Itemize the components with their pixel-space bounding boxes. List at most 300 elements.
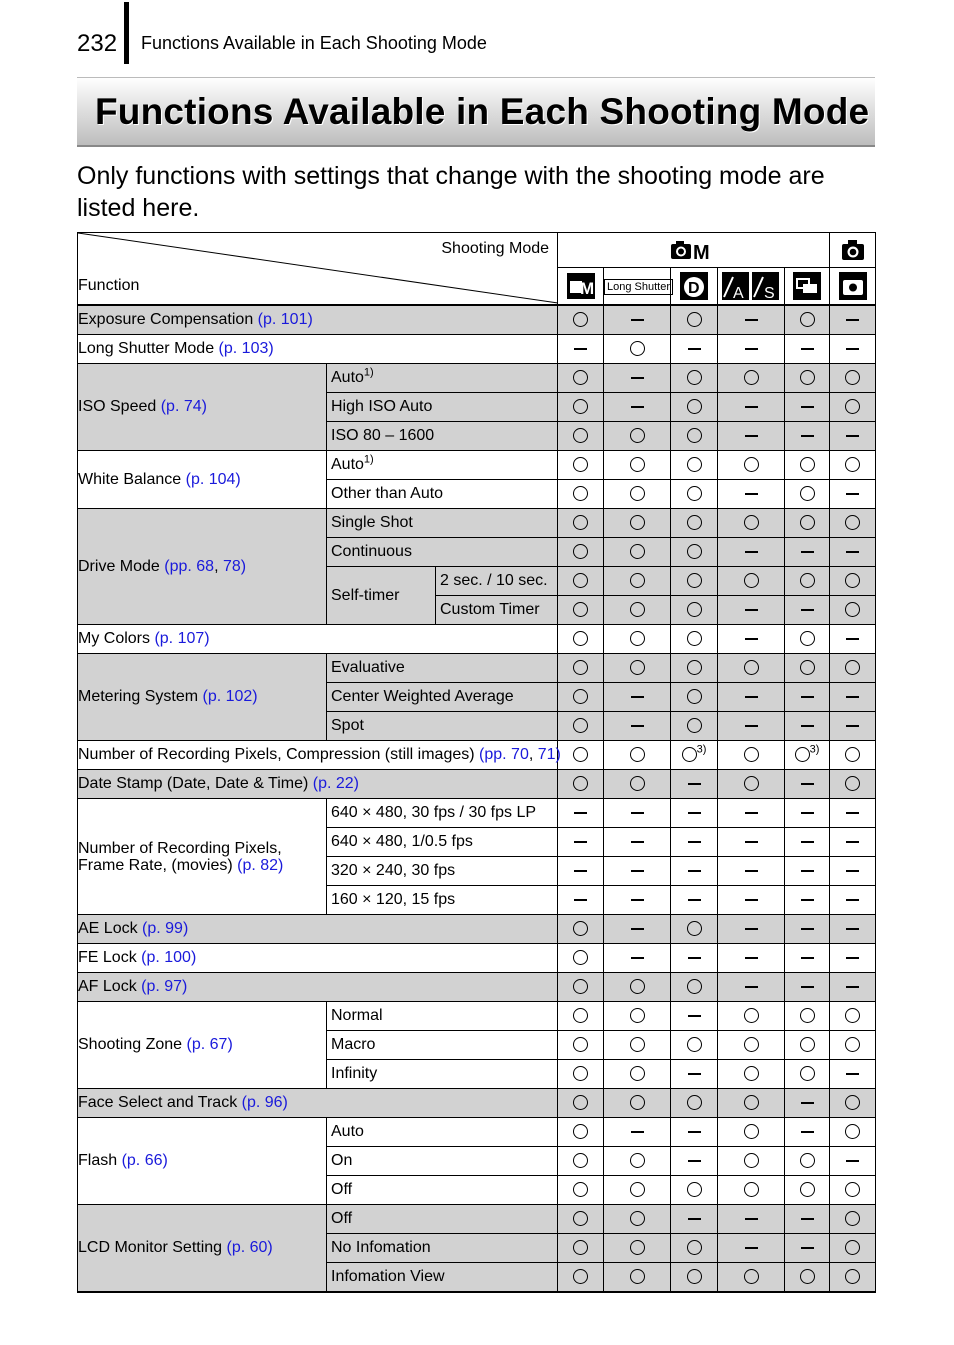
unavailable-mark [718, 625, 785, 654]
unavailable-mark [718, 305, 785, 335]
dash-icon [846, 435, 859, 437]
page-link[interactable]: (p. 96) [241, 1094, 288, 1111]
unavailable-mark [718, 335, 785, 364]
table-row [78, 451, 876, 480]
dash-icon [688, 812, 701, 814]
header-divider [124, 2, 129, 64]
table-row [78, 654, 876, 683]
available-mark [718, 654, 785, 683]
unavailable-mark [718, 944, 785, 973]
page-link[interactable]: (p. 74) [160, 398, 207, 415]
dash-icon [846, 551, 859, 553]
circle-icon [573, 921, 588, 936]
circle-icon [744, 1037, 759, 1052]
sub-label: Single Shot [327, 509, 558, 538]
mode-col-long-shutter [604, 268, 671, 306]
circle-icon [687, 689, 702, 704]
mode-col-auto [830, 268, 876, 306]
dash-icon [846, 725, 859, 727]
dash-icon [745, 870, 758, 872]
unavailable-mark [671, 886, 718, 915]
circle-icon [795, 747, 810, 762]
dash-icon [801, 609, 814, 611]
dash-icon [846, 957, 859, 959]
available-mark [558, 1205, 604, 1234]
circle-icon [845, 747, 860, 762]
unavailable-mark [671, 1060, 718, 1089]
dash-icon [574, 348, 587, 350]
dash-icon [745, 841, 758, 843]
unavailable-mark [604, 828, 671, 857]
available-mark [604, 741, 671, 770]
custom-d-icon [679, 271, 709, 301]
sub-label: 640 × 480, 30 fps / 30 fps LP [327, 799, 558, 828]
row-label: Long Shutter Mode (p. 103) [78, 335, 558, 364]
available-mark [604, 1089, 671, 1118]
circle-icon [744, 457, 759, 472]
circle-icon [744, 1008, 759, 1023]
circle-icon [630, 486, 645, 501]
dash-icon [801, 812, 814, 814]
page-link[interactable]: (p. 22) [312, 775, 359, 792]
circle-icon [800, 1008, 815, 1023]
available-mark [785, 741, 830, 770]
dash-icon [745, 1247, 758, 1249]
circle-icon [687, 660, 702, 675]
available-mark [830, 1031, 876, 1060]
row-label: Date Stamp (Date, Date & Time) (p. 22) [78, 770, 558, 799]
circle-icon [687, 399, 702, 414]
unavailable-mark [830, 1060, 876, 1089]
page-link[interactable]: (p. 104) [185, 470, 241, 488]
circle-icon [845, 515, 860, 530]
unavailable-mark [604, 944, 671, 973]
dash-icon [846, 870, 859, 872]
circle-icon [630, 457, 645, 472]
unavailable-mark [671, 770, 718, 799]
dash-icon [801, 696, 814, 698]
table-row [78, 1089, 876, 1118]
unavailable-mark [830, 538, 876, 567]
svg-text:M: M [692, 242, 710, 264]
unavailable-mark [785, 538, 830, 567]
available-mark [830, 741, 876, 770]
available-mark [558, 422, 604, 451]
available-mark [785, 1147, 830, 1176]
available-mark [558, 1089, 604, 1118]
available-mark [558, 915, 604, 944]
unavailable-mark [718, 799, 785, 828]
available-mark [604, 335, 671, 364]
dash-icon [574, 870, 587, 872]
circle-icon [800, 1182, 815, 1197]
circle-icon [573, 370, 588, 385]
svg-text:S: S [764, 285, 775, 302]
dash-icon [846, 812, 859, 814]
dash-icon [745, 812, 758, 814]
available-mark [558, 1031, 604, 1060]
circle-icon [687, 1095, 702, 1110]
unavailable-mark [785, 1089, 830, 1118]
page-link[interactable]: (p. 101) [257, 311, 313, 328]
available-mark [830, 1234, 876, 1263]
table-row [78, 509, 876, 538]
circle-icon [687, 602, 702, 617]
circle-icon [800, 1037, 815, 1052]
available-mark [558, 1147, 604, 1176]
available-mark [604, 509, 671, 538]
available-mark [558, 683, 604, 712]
circle-icon [687, 718, 702, 733]
page-link[interactable]: (pp. 68 [164, 557, 215, 575]
mode-col-manual [558, 268, 604, 306]
unavailable-mark [718, 712, 785, 741]
available-mark [718, 1263, 785, 1293]
dash-icon [846, 928, 859, 930]
unavailable-mark [830, 828, 876, 857]
available-mark [671, 422, 718, 451]
circle-icon [630, 747, 645, 762]
unavailable-mark [830, 335, 876, 364]
dash-icon [846, 493, 859, 495]
available-mark [718, 1060, 785, 1089]
svg-text:M: M [579, 279, 594, 298]
unavailable-mark [718, 915, 785, 944]
running-title: Functions Available in Each Shooting Mode [141, 33, 487, 53]
available-mark [830, 509, 876, 538]
page-link[interactable]: (p. 97) [141, 978, 188, 995]
available-mark [671, 364, 718, 393]
svg-text:D: D [688, 280, 700, 297]
circle-icon [845, 1269, 860, 1284]
available-mark [558, 712, 604, 741]
row-label: ISO Speed (p. 74) [78, 364, 327, 451]
available-mark [718, 1118, 785, 1147]
sub-label: On [327, 1147, 558, 1176]
unavailable-mark [718, 422, 785, 451]
sub-label: Auto [327, 1118, 558, 1147]
available-mark [671, 625, 718, 654]
page-link[interactable]: (p. 67) [186, 1036, 233, 1053]
circle-icon [682, 747, 697, 762]
dash-icon [846, 638, 859, 640]
table-row [78, 944, 876, 973]
sub-label: Off [327, 1205, 558, 1234]
unavailable-mark [830, 886, 876, 915]
dash-icon [846, 348, 859, 350]
page-link[interactable]: (p. 99) [142, 920, 189, 937]
unavailable-mark [785, 422, 830, 451]
dash-icon [846, 899, 859, 901]
sub-label: 640 × 480, 1/0.5 fps [327, 828, 558, 857]
available-mark [604, 1147, 671, 1176]
circle-icon [573, 1095, 588, 1110]
dash-icon [688, 841, 701, 843]
available-mark [671, 1031, 718, 1060]
unavailable-mark [604, 857, 671, 886]
unavailable-mark [785, 596, 830, 625]
available-mark [830, 567, 876, 596]
available-mark [604, 1263, 671, 1293]
dash-icon [745, 899, 758, 901]
dash-icon [631, 928, 644, 930]
row-label: White Balance (p. 104) [78, 451, 327, 509]
circle-icon [573, 1182, 588, 1197]
circle-icon [573, 747, 588, 762]
circle-icon [687, 544, 702, 559]
available-mark [830, 451, 876, 480]
available-mark [558, 1060, 604, 1089]
available-mark [558, 538, 604, 567]
dash-icon [801, 870, 814, 872]
unavailable-mark [830, 799, 876, 828]
available-mark [558, 305, 604, 335]
unavailable-mark [718, 828, 785, 857]
dash-icon [745, 957, 758, 959]
sub-label: Spot [327, 712, 558, 741]
table-row [78, 770, 876, 799]
unavailable-mark [785, 335, 830, 364]
sub-label: 320 × 240, 30 fps [327, 857, 558, 886]
camera-m-icon [670, 239, 718, 264]
circle-icon [630, 341, 645, 356]
row-label: Number of Recording Pixels, Compression (still images) (pp. 70, 71) [78, 741, 558, 770]
dash-icon [801, 406, 814, 408]
available-mark [671, 654, 718, 683]
available-mark [785, 509, 830, 538]
sub-label: Center Weighted Average [327, 683, 558, 712]
mode-col-custom [671, 268, 718, 306]
circle-icon [800, 1066, 815, 1081]
available-mark [718, 1031, 785, 1060]
sub-label: 2 sec. / 10 sec. [436, 567, 558, 596]
available-mark [718, 451, 785, 480]
circle-icon [573, 428, 588, 443]
unavailable-mark [718, 857, 785, 886]
available-mark [604, 1060, 671, 1089]
page-link[interactable]: (p. 102) [202, 688, 258, 705]
available-mark [671, 741, 718, 770]
dash-icon [801, 435, 814, 437]
available-mark [671, 480, 718, 509]
dash-icon [801, 841, 814, 843]
circle-icon [800, 1153, 815, 1168]
circle-icon [630, 573, 645, 588]
dash-icon [688, 1218, 701, 1220]
dash-icon [688, 1160, 701, 1162]
dash-icon [631, 841, 644, 843]
table-row [78, 364, 876, 393]
circle-icon [845, 370, 860, 385]
available-mark [604, 1031, 671, 1060]
available-mark [558, 451, 604, 480]
sub-label: Auto$^{1)}$ [327, 364, 558, 393]
table-row [78, 1205, 876, 1234]
available-mark [558, 509, 604, 538]
long-shutter-icon: Long Shutter [604, 279, 673, 295]
sub-label: Infomation View [327, 1263, 558, 1293]
page-link[interactable]: (p. 82) [237, 856, 284, 874]
circle-icon [800, 1269, 815, 1284]
available-mark [604, 480, 671, 509]
unavailable-mark [718, 1234, 785, 1263]
dash-icon [745, 696, 758, 698]
available-mark [718, 741, 785, 770]
dash-icon [574, 812, 587, 814]
row-label: Shooting Zone (p. 67) [78, 1002, 327, 1089]
circle-icon [573, 1037, 588, 1052]
circle-icon [573, 1008, 588, 1023]
available-mark [558, 567, 604, 596]
available-mark [785, 480, 830, 509]
available-mark [671, 1234, 718, 1263]
sub-label: Continuous [327, 538, 558, 567]
circle-icon [845, 1240, 860, 1255]
circle-icon [630, 1066, 645, 1081]
dash-icon [801, 928, 814, 930]
available-mark [830, 596, 876, 625]
circle-icon [800, 515, 815, 530]
circle-icon [845, 573, 860, 588]
page-link[interactable]: (p. 60) [226, 1239, 273, 1256]
page-link[interactable]: (p. 107) [154, 630, 210, 647]
circle-icon [687, 1037, 702, 1052]
circle-icon [744, 515, 759, 530]
unavailable-mark [785, 1205, 830, 1234]
unavailable-mark [718, 973, 785, 1002]
unavailable-mark [558, 828, 604, 857]
circle-icon [744, 573, 759, 588]
page-link[interactable]: 71) [537, 746, 561, 763]
dash-icon [801, 783, 814, 785]
unavailable-mark [718, 393, 785, 422]
circle-icon [687, 312, 702, 327]
dash-icon [631, 870, 644, 872]
circle-icon [630, 515, 645, 530]
dash-icon [745, 319, 758, 321]
row-label: My Colors (p. 107) [78, 625, 558, 654]
available-mark [671, 305, 718, 335]
circle-icon [845, 399, 860, 414]
circle-icon [800, 486, 815, 501]
available-mark [558, 625, 604, 654]
dash-icon [688, 1073, 701, 1075]
page-link[interactable]: (pp. 70 [479, 746, 529, 763]
available-mark [558, 1176, 604, 1205]
circle-icon [573, 486, 588, 501]
page-link[interactable]: (p. 66) [121, 1152, 168, 1169]
page-link[interactable]: (p. 100) [141, 949, 197, 966]
circle-icon [573, 399, 588, 414]
available-mark [558, 596, 604, 625]
available-mark [830, 770, 876, 799]
unavailable-mark [718, 1205, 785, 1234]
unavailable-mark [671, 1002, 718, 1031]
function-label: Function [78, 277, 140, 294]
available-mark [604, 1234, 671, 1263]
circle-icon [744, 1269, 759, 1284]
unavailable-mark [718, 480, 785, 509]
dash-icon [688, 348, 701, 350]
sub-label: Infinity [327, 1060, 558, 1089]
circle-icon [573, 515, 588, 530]
unavailable-mark [830, 915, 876, 944]
circle-icon [800, 631, 815, 646]
unavailable-mark [718, 683, 785, 712]
row-label: Flash (p. 66) [78, 1118, 327, 1205]
dash-icon [631, 899, 644, 901]
available-mark [785, 567, 830, 596]
unavailable-mark [785, 799, 830, 828]
page-link[interactable]: 78) [222, 557, 247, 575]
row-label: LCD Monitor Setting (p. 60) [78, 1205, 327, 1293]
circle-icon [744, 1066, 759, 1081]
unavailable-mark [830, 625, 876, 654]
available-mark [604, 1002, 671, 1031]
unavailable-mark [785, 915, 830, 944]
dash-icon [688, 899, 701, 901]
available-mark [718, 567, 785, 596]
dash-icon [801, 1102, 814, 1104]
circle-icon [630, 544, 645, 559]
dash-icon [745, 609, 758, 611]
circle-icon [573, 979, 588, 994]
circle-icon [573, 312, 588, 327]
circle-icon [687, 921, 702, 936]
available-mark [718, 1002, 785, 1031]
available-mark [718, 770, 785, 799]
dash-icon [745, 493, 758, 495]
circle-icon [845, 776, 860, 791]
circle-icon [630, 1037, 645, 1052]
circle-icon [800, 660, 815, 675]
circle-icon [845, 457, 860, 472]
sub-label: No Infomation [327, 1234, 558, 1263]
available-mark [671, 1089, 718, 1118]
table-row [78, 1002, 876, 1031]
available-mark [558, 741, 604, 770]
page-title: Functions Available in Each Shooting Mode [95, 91, 870, 132]
page-link[interactable]: (p. 103) [218, 340, 274, 357]
dash-icon [745, 725, 758, 727]
dash-icon [574, 899, 587, 901]
available-mark [558, 1002, 604, 1031]
unavailable-mark [604, 683, 671, 712]
dash-icon [631, 1131, 644, 1133]
available-mark [558, 1118, 604, 1147]
available-mark [785, 1031, 830, 1060]
row-label: Number of Recording Pixels, Frame Rate, (movies) (p. 82) [78, 799, 327, 915]
page-header [0, 0, 954, 70]
sub-label: ISO 80 – 1600 [327, 422, 558, 451]
unavailable-mark [785, 857, 830, 886]
dash-icon [631, 812, 644, 814]
circle-icon [630, 1240, 645, 1255]
sub-label: Custom Timer [436, 596, 558, 625]
sub-label: Macro [327, 1031, 558, 1060]
dash-icon [745, 928, 758, 930]
dash-icon [574, 841, 587, 843]
circle-icon [800, 312, 815, 327]
available-mark [830, 1263, 876, 1293]
available-mark [671, 393, 718, 422]
unavailable-mark [785, 886, 830, 915]
available-mark [671, 973, 718, 1002]
circle-icon [845, 1182, 860, 1197]
dash-icon [801, 1218, 814, 1220]
circle-icon [687, 631, 702, 646]
circle-icon [573, 689, 588, 704]
